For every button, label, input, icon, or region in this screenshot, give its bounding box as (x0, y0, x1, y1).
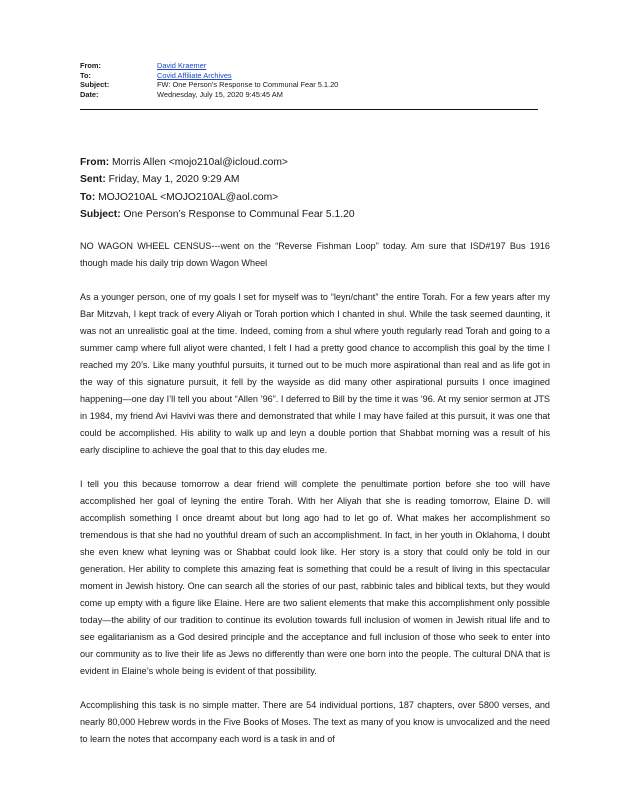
fwd-subject-label: Subject: (80, 209, 121, 221)
body-paragraph-3: I tell you this because tomorrow a dear friend will complete the penultimate portion before she too will have accomplished her goal of leyning the entire Torah. With her Aliyah that she is reading tomorrow, Elaine D. will accomplish something I once dreamt about but long ago had to let go of. What makes her accomplishment so tremendous is that she had no youthful dream of such an accomplishment. In fact, in her youth in Oklahoma, I doubt she even knew what leyning was or Shabbat could look like. Her story is a story that could only be told in our generation. Her ability to complete this amazing feat is something that could be a result of living in this spectacular moment in Jewish history. One can search all the stories of our past, rabbinic tales and biblical texts, but they would come up empty with a figure like Elaine. Here are two salient elements that make this accomplishment only possible today—the ability of our tradition to continue its evolution towards full inclusion of women in Jewish ritual life and to see egalitarianism as a God desired principle and the acceptance and full inclusion of those who seek to enter into our community as to live their life as Jews no differently than were one born into the people. The cultural DNA that is evident in Elaine’s whole being is evident of that possibility. (80, 479, 550, 676)
outer-from-label: From: (80, 61, 101, 70)
fwd-sent-label: Sent: (80, 174, 106, 186)
outer-email-header (80, 61, 580, 99)
email-body (80, 238, 550, 748)
body-paragraph-1: NO WAGON WHEEL CENSUS---went on the “Reverse Fishman Loop” today. Am sure that ISD#197 Bus 1916 though made his daily trip down Wagon Wheel (80, 241, 550, 268)
outer-to-label: To: (80, 70, 91, 80)
outer-subject-value: FW: One Person’s Response to Communal Fear 5.1.20 (157, 80, 339, 90)
outer-from-row (80, 61, 580, 71)
outer-date-row (80, 90, 580, 100)
fwd-to-label: To: (80, 191, 96, 203)
fwd-to-value: MOJO210AL <MOJO210AL@aol.com> (98, 191, 279, 203)
outer-to-row (80, 71, 580, 81)
fwd-to-row (80, 189, 550, 206)
forwarded-header (80, 154, 550, 224)
outer-date-label: Date: (80, 89, 99, 99)
fwd-sent-value: Friday, May 1, 2020 9:29 AM (108, 174, 240, 186)
fwd-subject-value: One Person’s Response to Communal Fear 5.1.20 (123, 209, 355, 221)
outer-subject-row (80, 80, 580, 90)
fwd-from-label: From: (80, 157, 110, 168)
outer-from-link[interactable]: David Kraemer (157, 61, 207, 70)
outer-date-value: Wednesday, July 15, 2020 9:45:45 AM (157, 89, 283, 99)
fwd-sent-row (80, 171, 550, 188)
body-paragraph-4: Accomplishing this task is no simple matter. There are 54 individual portions, 187 chapters, over 5800 verses, and nearly 80,000 Hebrew words in the Five Books of Moses. The text as many of you know is unvocalized and the need to learn the notes that accompany each word is a task in and of (80, 700, 550, 744)
header-divider (80, 109, 538, 110)
fwd-from-row (80, 154, 550, 171)
fwd-subject-row (80, 206, 550, 223)
outer-to-link[interactable]: Covid Affiliate Archives (157, 70, 232, 80)
outer-subject-label: Subject: (80, 80, 110, 90)
fwd-from-value: Morris Allen <mojo210al@icloud.com> (112, 157, 288, 168)
body-paragraph-2: As a younger person, one of my goals I set for myself was to “leyn/chant” the entire Torah. For a few years after my Bar Mitzvah, I kept track of every Aliyah or Torah portion which I chanted in shul. While the task seemed daunting, it was not an unrealistic goal at the time. Indeed, coming from a shul where youth regularly read Torah and going to a summer camp where full aliyot were chanted, I felt I had a pretty good chance to accomplish this goal by the time I reached my 20’s. Like many youthful pursuits, it turned out to be much more aspirational than real and as life got in the way of this signature pursuit, it fell by the wayside as did many other aspirational pursuits I once imagined happening—one day I’ll tell you about “Allen ’96”. I deferred to Bill by the time it was ’96. At my senior sermon at JTS in 1984, my friend Avi Havivi was there and demonstrated that while I may have failed at this pursuit, it was one that could be accomplished. His ability to walk up and leyn a double portion that Shabbat morning was a result of his early discipline to achieve the goal that to this day eludes me. (80, 292, 550, 455)
